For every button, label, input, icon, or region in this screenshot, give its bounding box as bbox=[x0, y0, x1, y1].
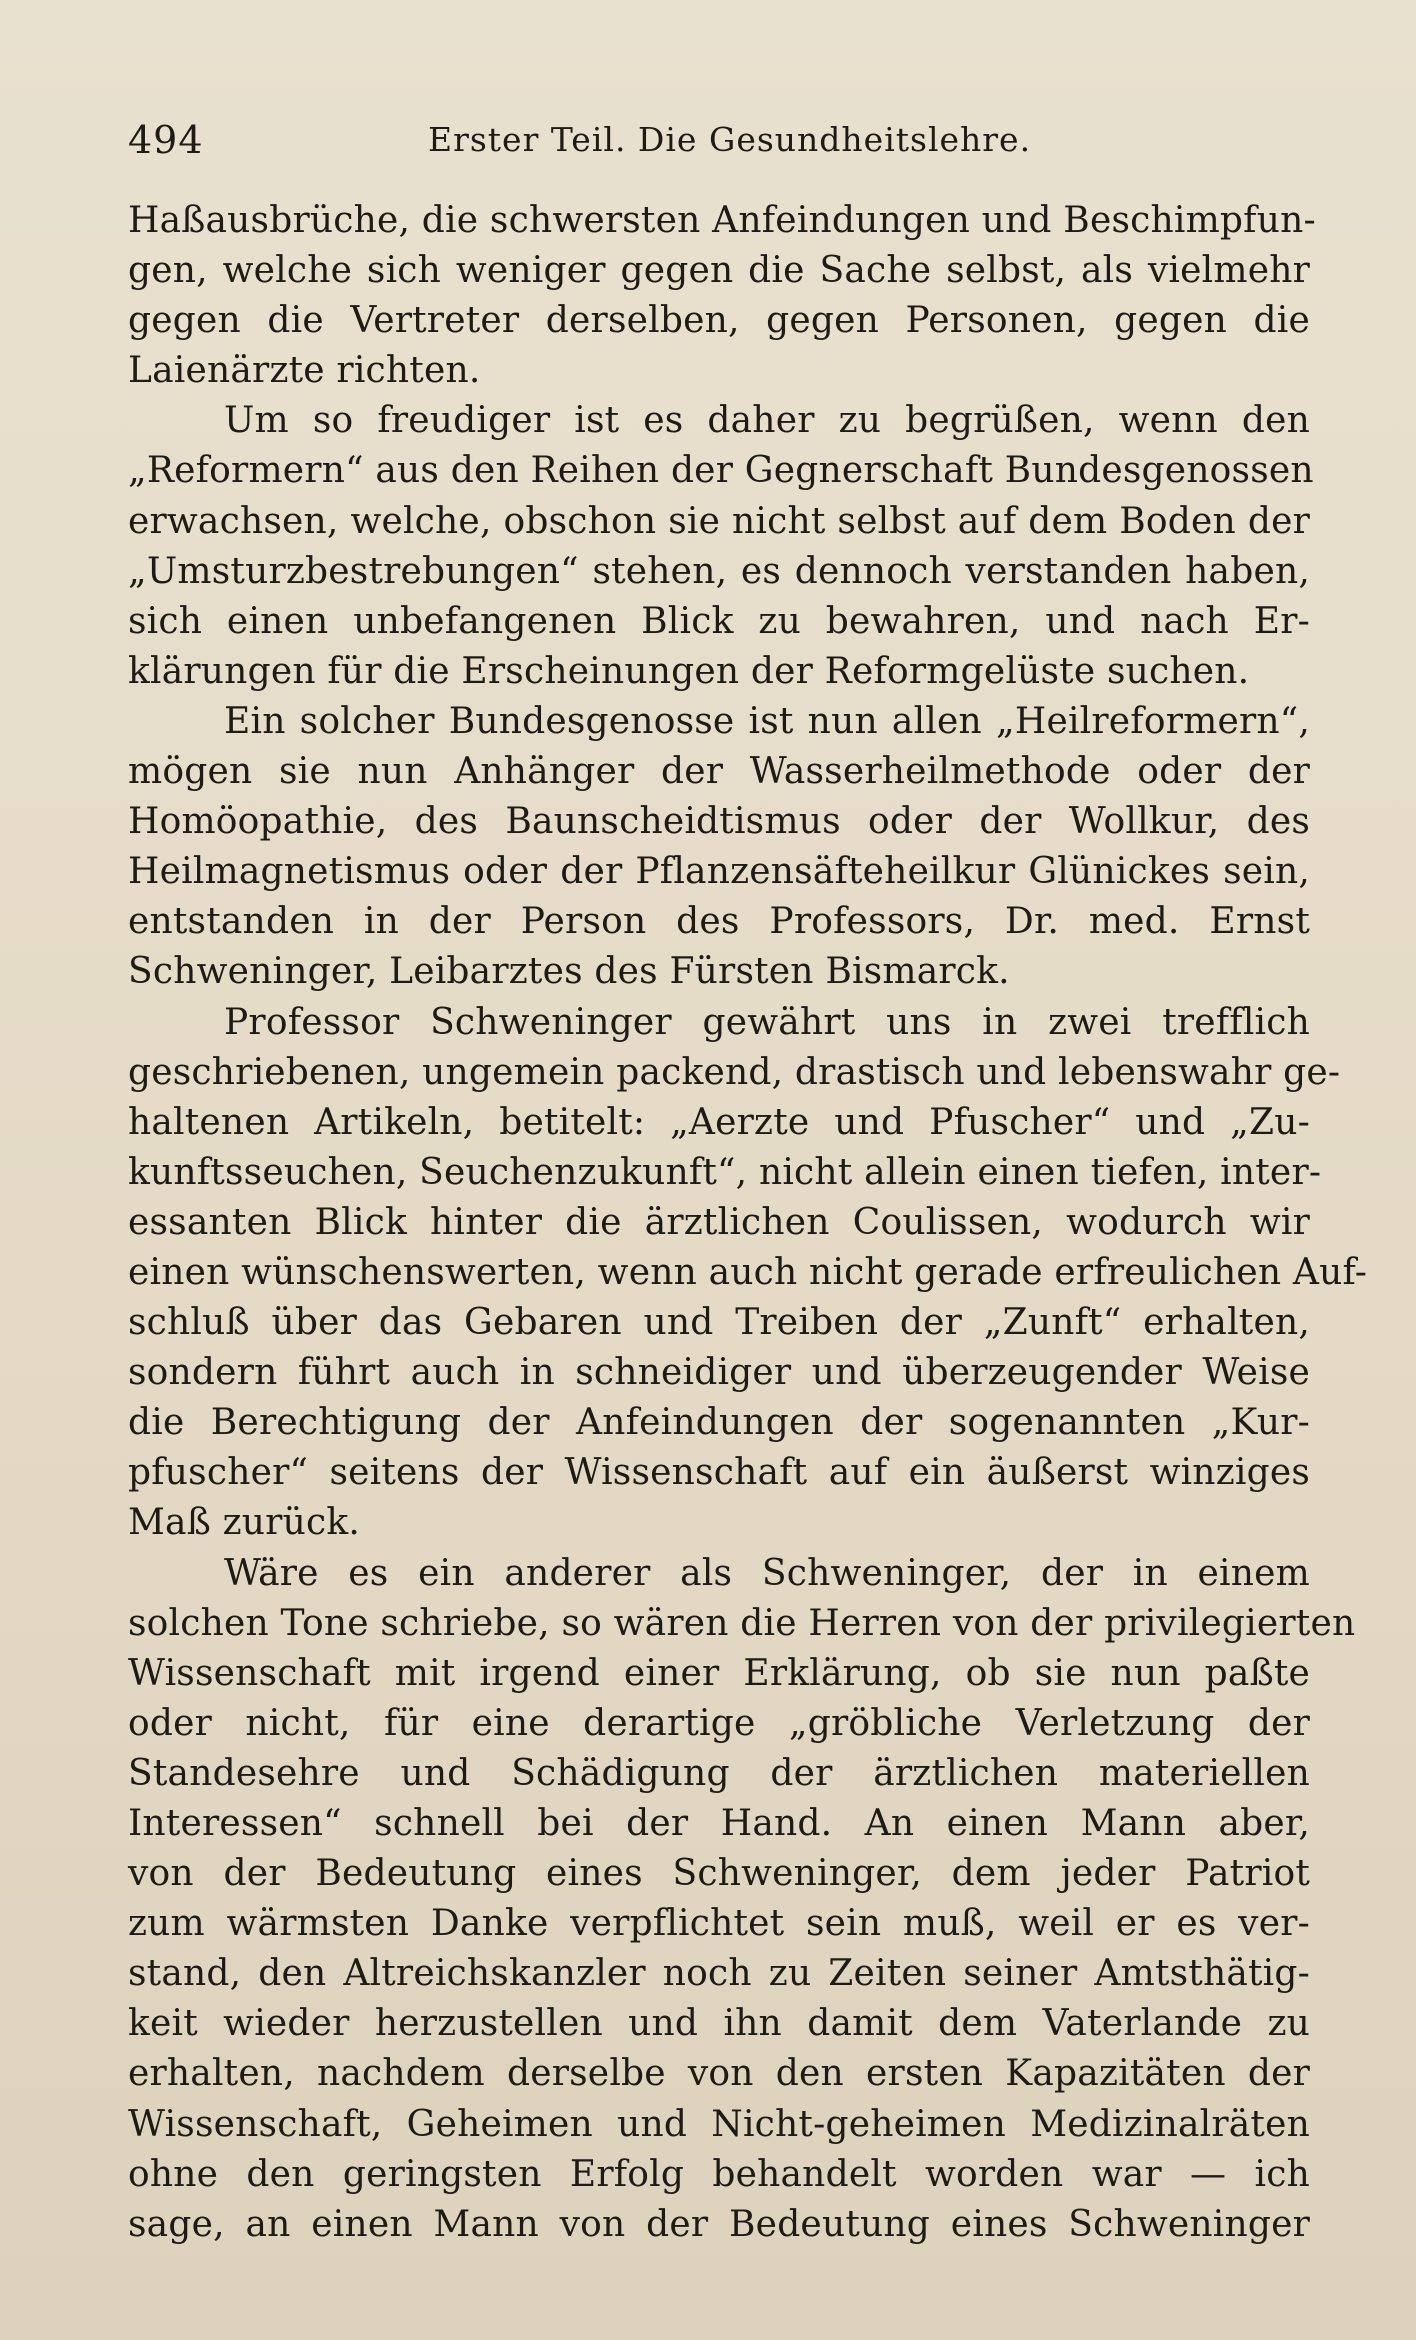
text-line: gen, welche sich weniger gegen die Sache selbst, als vielmehr bbox=[128, 250, 1310, 292]
text-line: ohne den geringsten Erfolg behandelt worden war — ich bbox=[128, 2153, 1310, 2195]
body-text bbox=[128, 196, 1368, 2250]
text-line: keit wieder herzustellen und ihn damit dem Vaterlande zu bbox=[128, 2003, 1310, 2045]
text-line: Heilmagnetismus oder der Pflanzensäfteheilkur Glünickes sein, bbox=[128, 851, 1310, 893]
text-line: essanten Blick hinter die ärztlichen Coulissen, wodurch wir bbox=[128, 1201, 1310, 1243]
text-line: schluß über das Gebaren und Treiben der „Zunft“ erhalten, bbox=[128, 1302, 1310, 1344]
text-line: solchen Tone schriebe, so wären die Herren von der privilegierten bbox=[128, 1602, 1356, 1644]
text-line: die Berechtigung der Anfeindungen der sogenannten „Kur- bbox=[128, 1402, 1310, 1444]
paragraph-first-line: Wäre es ein anderer als Schweninger, der in einem bbox=[224, 1552, 1310, 1594]
running-title: Erster Teil. Die Gesundheitslehre. bbox=[428, 120, 1032, 159]
text-line: stand, den Altreichskanzler noch zu Zeiten seiner Amtsthätig- bbox=[128, 1953, 1310, 1995]
text-line: sage, an einen Mann von der Bedeutung eines Schweninger bbox=[128, 2203, 1310, 2245]
text-line: sich einen unbefangenen Blick zu bewahren, und nach Er- bbox=[128, 600, 1310, 642]
running-header bbox=[128, 112, 1308, 168]
text-line: klärungen für die Erscheinungen der Reformgelüste suchen. bbox=[128, 650, 1250, 692]
text-line: Wissenschaft, Geheimen und Nicht-geheimen Medizinalräten bbox=[128, 2103, 1310, 2145]
text-line: kunftsseuchen, Seuchenzukunft“, nicht allein einen tiefen, inter- bbox=[128, 1151, 1322, 1193]
text-line: Haßausbrüche, die schwersten Anfeindungen und Beschimpfun- bbox=[128, 200, 1316, 241]
text-line: mögen sie nun Anhänger der Wasserheilmethode oder der bbox=[128, 751, 1310, 793]
page-number: 494 bbox=[128, 118, 204, 162]
text-line: haltenen Artikeln, betitelt: „Aerzte und Pfuscher“ und „Zu- bbox=[128, 1101, 1310, 1143]
text-line: von der Bedeutung eines Schweninger, dem jeder Patriot bbox=[128, 1853, 1310, 1895]
paragraph-first-line: Professor Schweninger gewährt uns in zwei trefflich bbox=[224, 1001, 1310, 1043]
text-line: einen wünschenswerten, wenn auch nicht gerade erfreulichen Auf- bbox=[128, 1251, 1368, 1293]
text-line: „Reformern“ aus den Reihen der Gegnerschaft Bundesgenossen bbox=[128, 450, 1314, 492]
text-line: sondern führt auch in schneidiger und überzeugender Weise bbox=[128, 1352, 1310, 1394]
text-line: oder nicht, für eine derartige „gröbliche Verletzung der bbox=[128, 1702, 1310, 1744]
text-line: gegen die Vertreter derselben, gegen Personen, gegen die bbox=[128, 300, 1310, 342]
text-line: entstanden in der Person des Professors, Dr. med. Ernst bbox=[128, 901, 1310, 943]
text-line: Schweninger, Leibarztes des Fürsten Bismarck. bbox=[128, 951, 1010, 993]
text-line: Homöopathie, des Baunscheidtismus oder der Wollkur, des bbox=[128, 801, 1310, 843]
text-line: Standesehre und Schädigung der ärztlichen materiellen bbox=[128, 1752, 1310, 1794]
paragraph-first-line: Ein solcher Bundesgenosse ist nun allen „Heilreformern“, bbox=[224, 700, 1310, 742]
text-line: erhalten, nachdem derselbe von den ersten Kapazitäten der bbox=[128, 2053, 1310, 2095]
text-line: „Umsturzbestrebungen“ stehen, es dennoch verstanden haben, bbox=[128, 550, 1310, 592]
text-line: geschriebenen, ungemein packend, drastisch und lebenswahr ge- bbox=[128, 1051, 1341, 1093]
text-line: pfuscher“ seitens der Wissenschaft auf ein äußerst winziges bbox=[128, 1452, 1310, 1494]
text-line: Interessen“ schnell bei der Hand. An einen Mann aber, bbox=[128, 1803, 1310, 1844]
text-line: Maß zurück. bbox=[128, 1502, 360, 1544]
text-line: Laienärzte richten. bbox=[128, 350, 481, 392]
text-line: Wissenschaft mit irgend einer Erklärung, ob sie nun paßte bbox=[128, 1652, 1310, 1694]
text-line: zum wärmsten Danke verpflichtet sein muß, weil er es ver- bbox=[128, 1903, 1310, 1945]
paragraph-first-line: Um so freudiger ist es daher zu begrüßen, wenn den bbox=[224, 400, 1310, 442]
text-line: erwachsen, welche, obschon sie nicht selbst auf dem Boden der bbox=[128, 500, 1310, 542]
